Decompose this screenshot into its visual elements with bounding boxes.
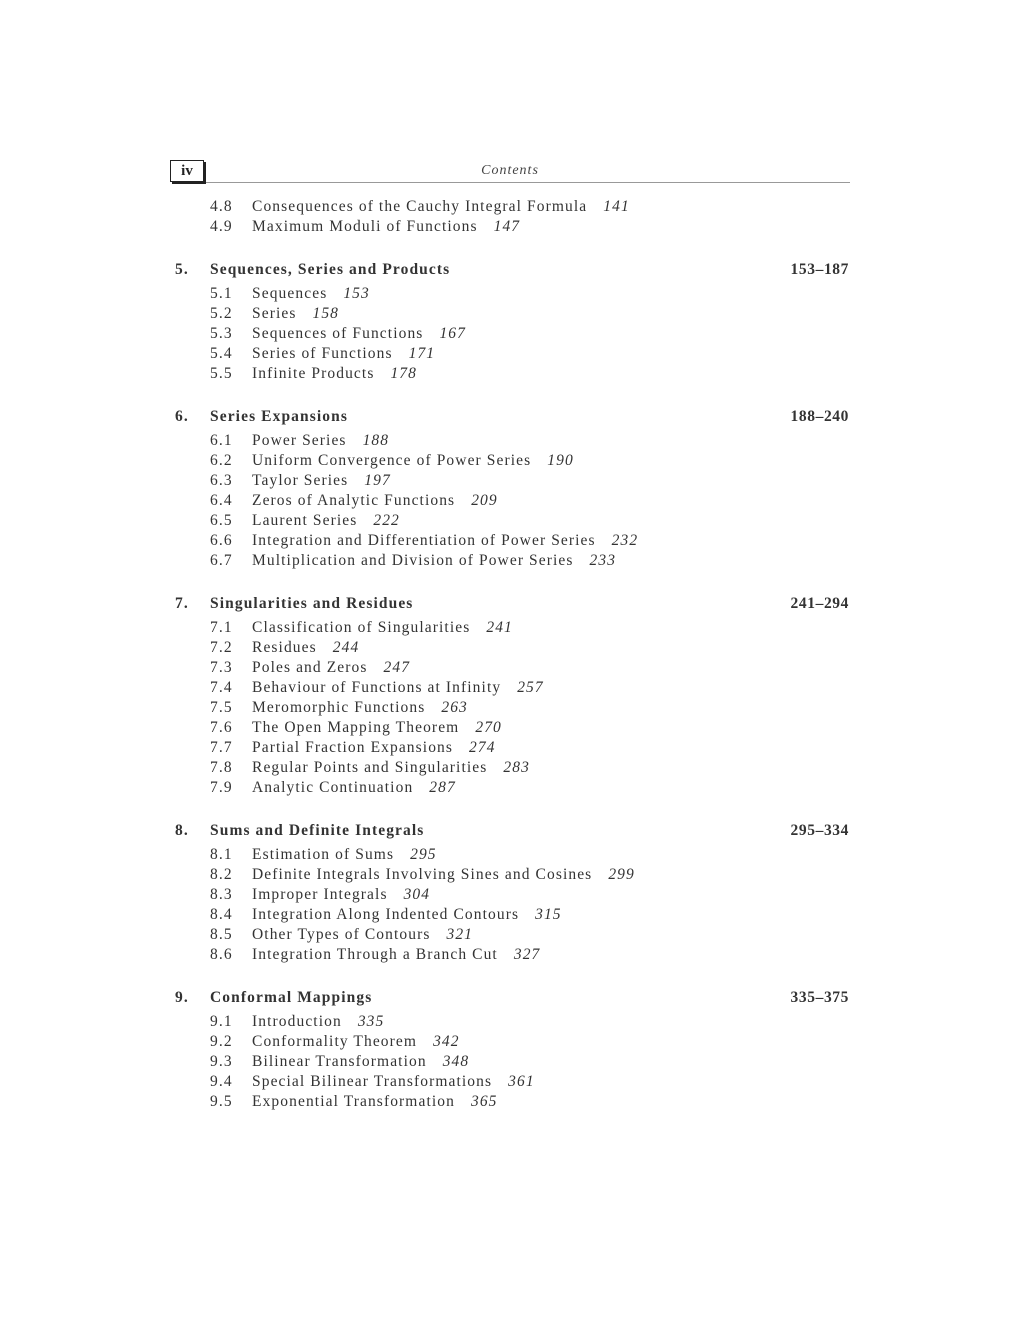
toc-section-entry[interactable] [0, 451, 1020, 471]
toc-section-entry[interactable] [0, 324, 1020, 344]
header-rule [206, 182, 850, 183]
toc-section-entry[interactable] [0, 431, 1020, 451]
section-number: 6.7 [210, 552, 233, 569]
section-title [252, 284, 370, 304]
section-page-number: 335 [357, 1013, 385, 1030]
section-number: 9.3 [210, 1053, 233, 1070]
section-page-number: 153 [343, 285, 370, 302]
toc-section-entry[interactable] [0, 217, 1020, 237]
section-title-text: Taylor Series [252, 472, 349, 489]
toc-section-entry[interactable] [0, 364, 1020, 384]
section-page-number: 167 [439, 325, 466, 342]
section-number: 8.4 [210, 906, 233, 923]
section-number: 6.4 [210, 492, 233, 509]
section-title-text: Poles and Zeros [252, 659, 368, 676]
section-title-text: Series [252, 305, 297, 322]
toc-section-entry[interactable] [0, 638, 1020, 658]
toc-section-entry[interactable] [0, 197, 1020, 217]
section-number: 7.3 [210, 659, 233, 676]
chapter-page-range: 241–294 [790, 595, 849, 612]
chapter-page-range: 335–375 [790, 989, 849, 1006]
section-number: 7.7 [210, 739, 233, 756]
toc-section-entry[interactable] [0, 905, 1020, 925]
section-number: 8.2 [210, 866, 233, 883]
section-title-text: Maximum Moduli of Functions [252, 218, 478, 235]
section-page-number: 147 [493, 218, 521, 235]
section-title-text: Multiplication and Division of Power Series [252, 552, 574, 569]
toc-section-entry[interactable] [0, 1052, 1020, 1072]
section-title [252, 1032, 460, 1052]
chapter-number: 8. [175, 822, 189, 839]
section-title [252, 925, 473, 945]
section-title-text: Residues [252, 639, 317, 656]
toc-section-entry[interactable] [0, 304, 1020, 324]
chapter-number: 6. [175, 408, 189, 425]
chapter-page-range: 295–334 [790, 822, 849, 839]
section-title-text: Exponential Transformation [252, 1093, 455, 1110]
chapter-title: Singularities and Residues [210, 595, 414, 612]
section-number: 4.8 [210, 198, 233, 215]
section-number: 8.1 [210, 846, 233, 863]
section-title-text: The Open Mapping Theorem [252, 719, 460, 736]
section-title [252, 758, 530, 778]
section-number: 6.2 [210, 452, 233, 469]
section-page-number: 257 [517, 679, 544, 696]
section-title [252, 945, 540, 965]
chapter-page-range: 153–187 [790, 261, 849, 278]
toc-section-entry[interactable] [0, 738, 1020, 758]
section-number: 6.1 [210, 432, 233, 449]
section-number: 8.3 [210, 886, 233, 903]
toc-section-entry[interactable] [0, 865, 1020, 885]
section-title-text: Classification of Singularities [252, 619, 471, 636]
section-title-text: Regular Points and Singularities [252, 759, 488, 776]
section-title-text: Estimation of Sums [252, 846, 395, 863]
section-page-number: 171 [408, 345, 436, 362]
section-number: 6.6 [210, 532, 233, 549]
toc-chapter-heading[interactable] [0, 591, 1020, 617]
section-title-text: Definite Integrals Involving Sines and Cosines [252, 866, 593, 883]
section-page-number: 233 [589, 552, 617, 569]
section-page-number: 287 [429, 779, 456, 796]
section-page-number: 232 [611, 532, 639, 549]
section-page-number: 361 [508, 1073, 535, 1090]
section-page-number: 315 [535, 906, 562, 923]
page-number-box: iv [170, 160, 204, 182]
section-title-text: Improper Integrals [252, 886, 388, 903]
section-title [252, 1052, 469, 1072]
toc-section-entry[interactable] [0, 925, 1020, 945]
toc-chapter-heading[interactable] [0, 404, 1020, 430]
toc-section-entry[interactable] [0, 1032, 1020, 1052]
section-title [252, 531, 638, 551]
section-number: 5.5 [210, 365, 233, 382]
section-number: 7.9 [210, 779, 233, 796]
section-page-number: 244 [332, 639, 360, 656]
section-title [252, 618, 513, 638]
section-title-text: Laurent Series [252, 512, 358, 529]
section-title [252, 304, 339, 324]
section-page-number: 342 [433, 1033, 460, 1050]
section-number: 9.2 [210, 1033, 233, 1050]
section-title [252, 698, 468, 718]
section-page-number: 283 [503, 759, 530, 776]
section-number: 4.9 [210, 218, 233, 235]
section-title [252, 1092, 498, 1112]
section-title-text: Sequences [252, 285, 328, 302]
section-number: 7.6 [210, 719, 233, 736]
section-number: 5.4 [210, 345, 233, 362]
section-number: 6.5 [210, 512, 233, 529]
section-title [252, 865, 635, 885]
running-title: Contents [481, 163, 539, 178]
section-number: 7.5 [210, 699, 233, 716]
chapter-number: 7. [175, 595, 189, 612]
section-page-number: 190 [547, 452, 574, 469]
toc-section-entry[interactable] [0, 491, 1020, 511]
toc-section-entry[interactable] [0, 718, 1020, 738]
toc-section-entry[interactable] [0, 511, 1020, 531]
section-title [252, 217, 520, 237]
section-title [252, 551, 616, 571]
section-page-number: 241 [486, 619, 513, 636]
toc-section-entry[interactable] [0, 758, 1020, 778]
section-page-number: 209 [471, 492, 498, 509]
toc-section-entry[interactable] [0, 945, 1020, 965]
toc-section-entry[interactable] [0, 678, 1020, 698]
toc-section-entry[interactable] [0, 471, 1020, 491]
section-title-text: Power Series [252, 432, 347, 449]
section-title [252, 197, 630, 217]
section-number: 7.8 [210, 759, 233, 776]
toc-section-entry[interactable] [0, 551, 1020, 571]
section-title-text: Uniform Convergence of Power Series [252, 452, 532, 469]
chapter-title: Series Expansions [210, 408, 348, 425]
section-title-text: Bilinear Transformation [252, 1053, 427, 1070]
section-number: 6.3 [210, 472, 233, 489]
toc-chapter-heading[interactable] [0, 985, 1020, 1011]
toc-section-entry[interactable] [0, 885, 1020, 905]
section-title-text: Integration and Differentiation of Power Series [252, 532, 596, 549]
chapter-number: 9. [175, 989, 189, 1006]
section-page-number: 299 [608, 866, 635, 883]
section-title [252, 364, 417, 384]
page-header [170, 160, 850, 184]
table-of-contents [0, 197, 1020, 1112]
section-page-number: 178 [390, 365, 418, 382]
section-title-text: Special Bilinear Transformations [252, 1073, 493, 1090]
toc-section-entry[interactable] [0, 658, 1020, 678]
toc-section-entry[interactable] [0, 618, 1020, 638]
toc-section-entry[interactable] [0, 1072, 1020, 1092]
section-title-text: Analytic Continuation [252, 779, 414, 796]
section-title [252, 451, 574, 471]
section-number: 9.1 [210, 1013, 233, 1030]
toc-section-entry[interactable] [0, 1012, 1020, 1032]
section-title-text: Integration Through a Branch Cut [252, 946, 498, 963]
section-title [252, 678, 544, 698]
section-title [252, 658, 410, 678]
section-page-number: 270 [475, 719, 502, 736]
section-title-text: Zeros of Analytic Functions [252, 492, 456, 509]
section-page-number: 348 [442, 1053, 470, 1070]
section-page-number: 327 [513, 946, 541, 963]
section-title [252, 905, 562, 925]
section-number: 7.1 [210, 619, 233, 636]
section-number: 9.5 [210, 1093, 233, 1110]
section-title-text: Behaviour of Functions at Infinity [252, 679, 502, 696]
section-page-number: 365 [470, 1093, 498, 1110]
section-title [252, 845, 437, 865]
toc-section-entry[interactable] [0, 284, 1020, 304]
section-number: 5.1 [210, 285, 233, 302]
section-title [252, 885, 430, 905]
section-title [252, 491, 498, 511]
section-number: 8.6 [210, 946, 233, 963]
section-title [252, 344, 435, 364]
section-title-text: Sequences of Functions [252, 325, 424, 342]
section-number: 5.2 [210, 305, 233, 322]
section-page-number: 304 [403, 886, 431, 903]
section-page-number: 321 [446, 926, 474, 943]
section-title [252, 471, 391, 491]
section-title [252, 738, 496, 758]
section-title [252, 511, 400, 531]
toc-section-entry[interactable] [0, 845, 1020, 865]
section-number: 5.3 [210, 325, 233, 342]
chapter-number: 5. [175, 261, 189, 278]
section-title-text: Other Types of Contours [252, 926, 431, 943]
section-page-number: 222 [373, 512, 400, 529]
toc-section-entry[interactable] [0, 778, 1020, 798]
toc-section-entry[interactable] [0, 698, 1020, 718]
section-title [252, 324, 466, 344]
section-page-number: 274 [469, 739, 496, 756]
section-title-text: Conformality Theorem [252, 1033, 418, 1050]
section-title-text: Integration Along Indented Contours [252, 906, 520, 923]
section-title-text: Meromorphic Functions [252, 699, 426, 716]
toc-section-entry[interactable] [0, 531, 1020, 551]
section-title [252, 718, 502, 738]
section-title [252, 638, 359, 658]
section-page-number: 263 [441, 699, 468, 716]
chapter-title: Conformal Mappings [210, 989, 373, 1006]
section-number: 7.4 [210, 679, 233, 696]
chapter-title: Sequences, Series and Products [210, 261, 451, 278]
section-title-text: Introduction [252, 1013, 342, 1030]
section-title [252, 1072, 535, 1092]
section-title-text: Infinite Products [252, 365, 375, 382]
section-title [252, 1012, 384, 1032]
section-title-text: Consequences of the Cauchy Integral Formula [252, 198, 588, 215]
toc-chapter-heading[interactable] [0, 818, 1020, 844]
section-page-number: 197 [364, 472, 391, 489]
section-number: 8.5 [210, 926, 233, 943]
section-page-number: 188 [362, 432, 390, 449]
section-number: 9.4 [210, 1073, 233, 1090]
chapter-title: Sums and Definite Integrals [210, 822, 425, 839]
section-title [252, 431, 389, 451]
section-title-text: Partial Fraction Expansions [252, 739, 454, 756]
section-page-number: 295 [410, 846, 437, 863]
toc-chapter-heading[interactable] [0, 257, 1020, 283]
chapter-page-range: 188–240 [790, 408, 849, 425]
toc-section-entry[interactable] [0, 344, 1020, 364]
section-title [252, 778, 456, 798]
section-number: 7.2 [210, 639, 233, 656]
section-title-text: Series of Functions [252, 345, 393, 362]
section-page-number: 158 [312, 305, 340, 322]
section-page-number: 247 [383, 659, 411, 676]
section-page-number: 141 [603, 198, 630, 215]
toc-section-entry[interactable] [0, 1092, 1020, 1112]
